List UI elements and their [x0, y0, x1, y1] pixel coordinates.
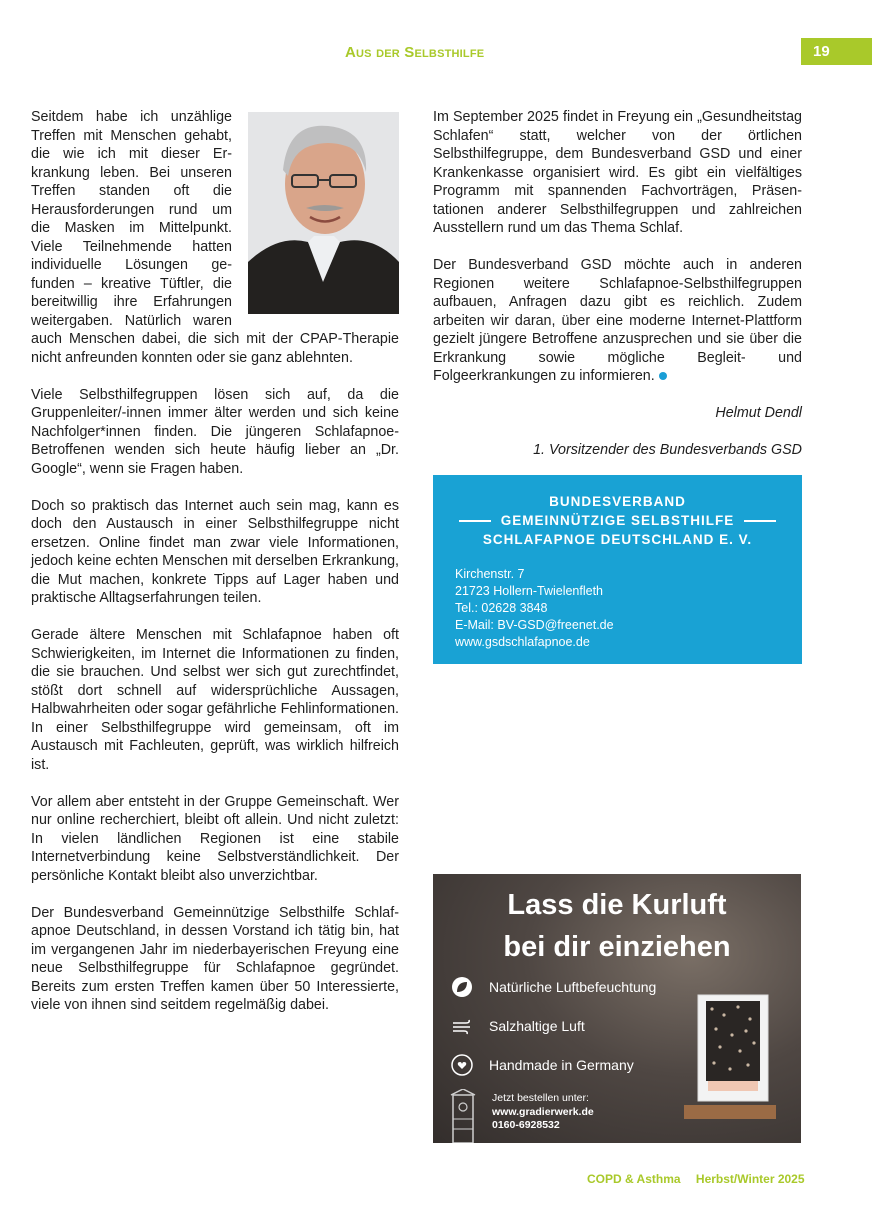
- paragraph-1-text: Seitdem habe ich unzählige Treffen mit Menschen gehabt, die wie ich mit dieser Erkrankung leben. Bei unseren Treffen standen oft die Herausforderungen rund um die Masken im Mittelpunkt. Viele Teilnehmende hatten individuelle Lösungen gefunden – kreative Tüftler, die bereitwillig ihre Erfahrungen weitergaben. Natürlich waren auch Menschen dabei, die sich mit der CPAP-Therapie nicht anfreunden konnten oder sie ganz ablehnten.: [31, 109, 399, 366]
- paragraph-4: Gerade ältere Menschen mit Schlafapnoe haben oft Schwierigkeiten, im Internet die Informationen zu finden, die sie brauchen. Und selbst wer sich gut zurechtfindet, stößt dort schnell auf widersprüchliche Aussagen, Halbwahrheiten oder sogar gefährliche Fehlinformationen. In einer Selbsthilfegruppe wird gemeinsam, oft im Austausch mit Fachleuten, geprüft, was wirklich hilfreich ist.: [31, 627, 399, 773]
- ad-feature-2-text: Salzhaltige Luft: [489, 1018, 585, 1034]
- ad-feature-1: [451, 976, 656, 998]
- address-city: 21723 Hollern-Twielenfleth: [455, 584, 604, 598]
- wind-icon: [451, 1015, 473, 1037]
- website-link[interactable]: www.gsdschlafapnoe.de: [455, 635, 590, 649]
- footer-magazine: COPD & Asthma: [587, 1172, 681, 1186]
- association-info-box: [433, 475, 802, 664]
- leaf-icon: [451, 976, 473, 998]
- portrait-photo: [248, 112, 399, 314]
- ad-title-line-1: Lass die Kurluft: [507, 889, 727, 921]
- address-street: Kirchenstr. 7: [455, 567, 525, 581]
- page-number: 19: [801, 38, 872, 65]
- ad-order-text: Jetzt bestellen unter:: [492, 1092, 589, 1104]
- advertisement: [433, 874, 801, 1143]
- paragraph-8: [433, 256, 802, 386]
- end-mark-icon: [659, 372, 667, 380]
- portrait-image: [248, 112, 399, 314]
- ad-title: [433, 884, 801, 968]
- phone: Tel.: 02628 3848: [455, 601, 548, 615]
- paragraph-2: Viele Selbsthilfegruppen lösen sich auf, da die Gruppenleiter/-innen immer älter werden und sich keine Nachfolger*innen finden. Die jüngeren Schlafapnoe-Betroffenen wenden sich heute häufig lieber an „Dr. Google“, wenn sie Fragen haben.: [31, 386, 399, 477]
- ad-title-line-2: bei dir einziehen: [503, 931, 731, 963]
- product-image: [680, 991, 776, 1119]
- info-heading-line-3: SCHLAFAPNOE DEUTSCHLAND E. V.: [482, 532, 753, 547]
- info-heading: [433, 475, 802, 549]
- paragraph-3: Doch so praktisch das Internet auch sein mag, kann es doch den Austausch in einer Selbsthilfegruppe nicht ersetzen. Online findet man zwar viele Informationen, jedoch keine echten Menschen mit derselben Erkrankung, die Mut machen, konkrete Tipps auf Lager haben und praktische Alltagserfahrungen teilen.: [31, 497, 399, 606]
- heart-seal-icon: [451, 1054, 473, 1076]
- ad-website[interactable]: www.gradierwerk.de: [492, 1105, 594, 1118]
- divider: [744, 520, 776, 522]
- paragraph-6: Der Bundesverband Gemeinnützige Selbsthilfe Schlafapnoe Deutschland, in dessen Vorstand ich tätig bin, hat im vergangenen Jahr im niederbayerischen Freyung eine neue Selbsthilfegruppe für Schlafapnoe gegründet. Bereits zum ersten Treffen kamen über 50 Interessierte, viele von ihnen sind seitdem regelmäßig dabei.: [31, 904, 399, 1013]
- author-name: Helmut Dendl: [715, 405, 802, 421]
- paragraph-5: Vor allem aber entsteht in der Gruppe Gemeinschaft. Wer nur online recherchiert, bleibt oft allein. Und nicht zuletzt: In vielen ländlichen Regionen ist eine stabile Internetverbindung keine Selbstverständlichkeit. Der persönliche Kontakt bleibt also unverzichtbar.: [31, 793, 399, 884]
- footer: [587, 1172, 817, 1186]
- contact-details: [433, 549, 802, 651]
- left-column: [31, 108, 399, 1033]
- ad-feature-2: [451, 1015, 585, 1037]
- ad-feature-1-text: Natürliche Luftbefeuchtung: [489, 979, 657, 995]
- section-title: Aus der Selbsthilfe: [345, 44, 485, 61]
- ad-feature-3: [451, 1054, 634, 1076]
- info-heading-line-2: GEMEINNÜTZIGE SELBSTHILFE: [500, 513, 735, 528]
- paragraph-1: [31, 108, 399, 367]
- divider: [459, 520, 491, 522]
- paragraph-8-text: Der Bundesverband GSD möchte auch in anderen Regionen weitere Schlafapnoe-Selbsthilfegruppen aufbauen, Anfragen dazu gibt es reichlich. Zudem arbeiten wir daran, über eine moderne Internet-Plattform gezielt jüngere Betroffene anzusprechen und sie über die Erkrankung sowie mögliche Begleit- und Folgeerkrankungen zu informieren.: [433, 257, 802, 384]
- info-heading-line-1: BUNDESVERBAND: [549, 494, 686, 509]
- paragraph-7: Im September 2025 findet in Freyung ein „Gesundheitstag Schlafen“ statt, welcher von der örtlichen Selbsthilfegruppe, dem Bundesverband GSD und einer Krankenkasse organisiert wird. Es gibt ein vielfältiges Programm mit spannenden Fachvorträgen, Präsentationen anderer Selbsthilfegruppen und zahlreichen Ausstellern rund um das Thema Schlaf.: [433, 109, 802, 236]
- ad-feature-3-text: Handmade in Germany: [489, 1057, 634, 1073]
- tower-icon: [443, 1089, 483, 1143]
- ad-phone: 0160-6928532: [492, 1119, 560, 1131]
- author-role: 1. Vorsitzender des Bundesverbands GSD: [533, 442, 802, 458]
- info-heading-row-2: [433, 511, 802, 530]
- email-link[interactable]: E-Mail: BV-GSD@freenet.de: [455, 618, 614, 632]
- right-column: [433, 108, 802, 478]
- ad-order-info: [492, 1092, 594, 1133]
- footer-issue: Herbst/Winter 2025: [695, 1172, 805, 1186]
